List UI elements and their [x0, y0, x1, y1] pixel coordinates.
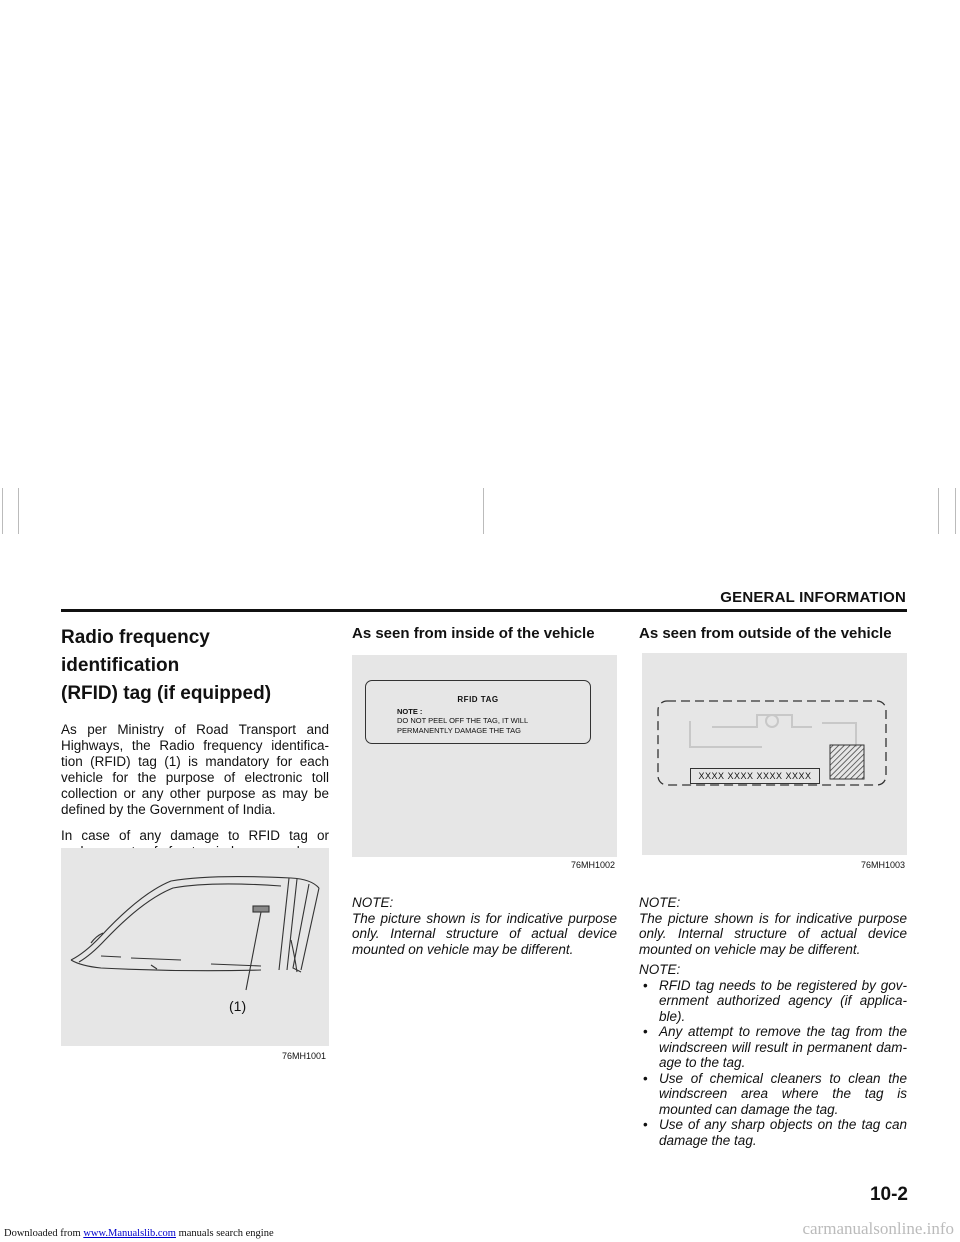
note-text: The picture shown is for indicative purpose only. Internal structure of actual device mounted on vehicle may be different.	[639, 910, 907, 957]
list-item: • RFID tag needs to be registered by gov-ernment authorized agency (if applica-ble).	[639, 978, 907, 1025]
figure-code-2: 76MH1002	[571, 860, 616, 870]
tag-note-line1: DO NOT PEEL OFF THE TAG, IT WILL	[397, 716, 529, 725]
column-middle	[352, 624, 617, 642]
list-item: • Use of chemical cleaners to clean the windscreen area where the tag is mounted can damage the tag.	[639, 1071, 907, 1118]
section-title-line2: (RFID) tag (if equipped)	[61, 683, 272, 704]
figure-code-3: 76MH1003	[861, 860, 906, 870]
crop-mark	[18, 488, 19, 534]
download-footer	[4, 1228, 274, 1239]
manualslib-link[interactable]: www.Manualslib.com	[83, 1228, 176, 1239]
crop-mark	[955, 488, 956, 534]
list-item: • Use of any sharp objects on the tag can damage the tag.	[639, 1117, 907, 1148]
outside-tag-figure	[642, 653, 907, 855]
inside-tag-figure	[352, 655, 617, 857]
footer-prefix: Downloaded from	[4, 1228, 81, 1239]
windscreen-figure	[61, 848, 329, 1046]
note-text: The picture shown is for indicative purpose only. Internal structure of actual device mounted on vehicle may be different.	[352, 910, 617, 957]
outside-note	[639, 895, 907, 957]
windscreen-illustration	[61, 848, 329, 1046]
list-item: • Any attempt to remove the tag from the windscreen will result in permanent dam-age to the tag.	[639, 1024, 907, 1071]
figure-code-1: 76MH1001	[282, 1051, 327, 1061]
tag-note-line2: PERMANENTLY DAMAGE THE TAG	[397, 726, 521, 735]
section-title-line1: Radio frequency identification	[61, 627, 210, 676]
note-bullets	[639, 978, 907, 1149]
damage-paragraph: In case of any damage to RFID tag or	[61, 828, 329, 843]
section-title	[61, 624, 329, 708]
intro-paragraph: As per Ministry of Road Transport and Highways, the Radio frequency identifica-tion (RFID) tag (1) is mandatory for each vehicle for the purpose of electronic toll collection or any other purpose as may be defined by the Government of India.	[61, 722, 329, 817]
outside-tag-illustration	[642, 653, 907, 855]
inside-heading: As seen from inside of the vehicle	[352, 625, 595, 642]
page-number: 10-2	[869, 1184, 908, 1205]
note-label: NOTE:	[639, 962, 681, 977]
tag-serial-box: XXXX XXXX XXXX XXXX	[690, 768, 820, 784]
rfid-tag-inside	[365, 680, 591, 744]
column-right	[639, 624, 907, 642]
crop-mark	[938, 488, 939, 534]
outside-note-list	[639, 962, 907, 1148]
outside-heading: As seen from outside of the vehicle	[639, 625, 892, 642]
inside-note	[352, 895, 617, 957]
footer-suffix: manuals search engine	[178, 1228, 274, 1239]
tag-note-label: NOTE :	[397, 707, 423, 716]
note-label: NOTE:	[352, 895, 394, 910]
crop-mark	[2, 488, 3, 534]
tag-title: RFID TAG	[457, 695, 499, 704]
header-rule	[61, 609, 907, 612]
section-header: GENERAL INFORMATION	[720, 589, 906, 606]
watermark: carmanualsonline.info	[802, 1219, 954, 1238]
note-label: NOTE:	[639, 895, 681, 910]
callout-1: (1)	[229, 998, 247, 1014]
crop-mark	[483, 488, 484, 534]
